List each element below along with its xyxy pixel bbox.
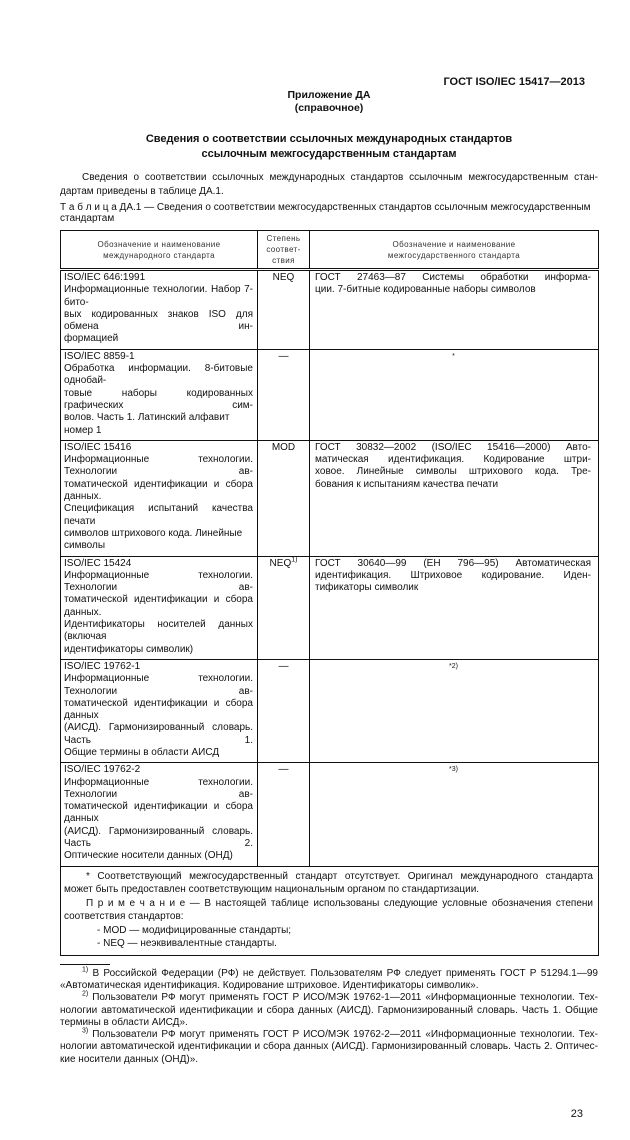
table-da1 — [60, 230, 599, 956]
gost-standard-line: ГОСТ 30640—99 (ЕН 796—95) Автоматическая — [315, 557, 591, 569]
gost-standard-cell — [310, 349, 599, 440]
table-row — [61, 349, 599, 440]
intl-standard-title-line: (АИСД). Гармонизированный словарь. Часть 1. — [64, 722, 253, 746]
intro-paragraph — [60, 171, 598, 199]
caption-line: Т а б л и ц а ДА.1 — Сведения о соответствии межгосударственных стандартов ссылочным межгосударственным — [60, 202, 591, 213]
intl-standard-code: ISO/IEC 8859-1 — [64, 350, 135, 362]
table-note-line: * Соответствующий межгосударственный стандарт отсутствует. Оригинал международного стандарта — [86, 870, 593, 882]
intl-standard-title-line: Идентификаторы носителей данных (включая — [64, 619, 253, 643]
degree-cell — [258, 556, 310, 659]
column-header-line: соответ- — [266, 245, 301, 254]
annex-title: Приложение ДА — [287, 89, 371, 101]
degree-value: — — [278, 764, 289, 776]
degree-value: — — [278, 660, 289, 672]
gost-standard-line: матическая идентификация. Кодирование штри- — [315, 454, 591, 466]
intl-standard-cell — [61, 659, 258, 762]
intl-standard-cell — [61, 349, 258, 440]
table-note-line: может быть предоставлен соответствующим национальным органом по стандартизации. — [64, 884, 480, 896]
column-header-line: Обозначение и наименование — [97, 239, 221, 249]
table-note-line: П р и м е ч а н и е — В настоящей таблице использованы следующие условные обозначения степени — [86, 897, 593, 909]
intl-standard-title-line: Информационные технологии. Технологии ав- — [64, 569, 253, 594]
column-header-line: Степень — [266, 234, 301, 243]
degree-cell — [258, 763, 310, 866]
footnote-text: В Российской Федерации (РФ) не действует. Пользователям РФ следует применять ГОСТ Р 51294.1—99 — [88, 967, 598, 979]
column-header — [258, 231, 310, 270]
gost-standard-cell — [310, 556, 599, 659]
footnote-text: Пользователи РФ могут применять ГОСТ Р ИСО/МЭК 19762-1—2011 «Информационные технологии. Тех- — [88, 992, 598, 1004]
intl-standard-code: ISO/IEC 19762-1 — [64, 660, 141, 672]
intl-standard-title-line: томатической идентификации и сбора данных — [64, 801, 253, 825]
intl-standard-title-line: (АИСД). Гармонизированный словарь. Часть 2. — [64, 825, 253, 850]
table-row — [61, 440, 599, 556]
footnote-mark: 3) — [82, 1027, 89, 1035]
no-equivalent-mark: *3) — [449, 766, 458, 774]
intl-standard-title-line: волов. Часть 1. Латинский алфавит номер 1 — [64, 412, 230, 436]
gost-standard-cell — [310, 270, 599, 350]
page-number: 23 — [570, 1108, 583, 1121]
gost-standard-line: ховое. Линейные символы штрихового кода. Тре- — [315, 466, 591, 478]
column-header-line: межгосударственного стандарта — [387, 250, 521, 260]
intl-standard-code: ISO/IEC 646:1991 — [64, 272, 146, 283]
intl-standard-title-line: Информационные технологии. Набор 7-бито- — [64, 284, 253, 308]
intl-standard-title-line: вых кодированных знаков ISO для обмена ин- — [64, 308, 253, 333]
gost-standard-line: тификаторы символик — [315, 582, 419, 594]
intl-standard-cell — [61, 556, 258, 659]
degree-cell — [258, 659, 310, 762]
intl-standard-title-line: Общие термины в области АИСД — [64, 746, 220, 758]
caption-line: стандартам — [60, 213, 115, 224]
gost-standard-line: бования к испытаниям качества печати — [315, 478, 499, 490]
intl-standard-title-line: товые наборы кодированных графических сим- — [64, 387, 253, 411]
table-header-row — [61, 231, 599, 270]
intl-standard-cell — [61, 440, 258, 556]
table-note-line: - NEQ — неэквивалентные стандарты. — [97, 938, 277, 950]
gost-standard-cell — [310, 659, 599, 762]
degree-cell — [258, 349, 310, 440]
table-notes-row — [61, 866, 599, 955]
footnotes — [60, 964, 598, 1066]
intro-line: Сведения о соответствии ссылочных международных стандартов ссылочным межгосударственным стан- — [82, 172, 598, 183]
column-header — [310, 231, 599, 270]
degree-value: NEQ — [269, 557, 292, 569]
degree-cell — [258, 270, 310, 350]
table-notes — [61, 866, 599, 955]
footnote-line — [60, 1029, 598, 1041]
table-caption — [60, 202, 598, 224]
gost-standard-cell — [310, 440, 599, 556]
intl-standard-title-line: символов штрихового кода. Линейные символы — [64, 527, 243, 552]
column-header-line: ствия — [272, 256, 295, 265]
intl-standard-cell — [61, 270, 258, 350]
column-header-line: международного стандарта — [103, 250, 215, 260]
intro-line: дартам приведены в таблице ДА.1. — [60, 186, 224, 197]
gost-standard-line: идентификация. Штриховое кодирование. Иден- — [315, 569, 591, 581]
no-equivalent-mark: * — [452, 352, 455, 360]
gost-standard-line: ГОСТ 27463—87 Системы обработки информа- — [315, 272, 591, 283]
footnote-mark: 2) — [82, 990, 89, 998]
intl-standard-title-line: формацией — [64, 333, 119, 345]
intl-standard-code: ISO/IEC 15424 — [64, 557, 132, 569]
intl-standard-title-line: томатической идентификации и сбора данных — [64, 697, 253, 722]
gost-standard-line: ГОСТ 30832—2002 (ISO/IEC 15416—2000) Авто- — [315, 441, 591, 453]
table-row — [61, 556, 599, 659]
column-header-line: Обозначение и наименование — [392, 239, 516, 249]
footnote-line — [60, 968, 598, 980]
footnote-line: «Автоматическая идентификация. Кодирование штриховое. Идентификаторы символик». — [60, 979, 479, 991]
intl-standard-code: ISO/IEC 19762-2 — [64, 764, 141, 776]
no-equivalent-mark: *2) — [449, 662, 458, 670]
intl-standard-title-line: идентификаторы символик) — [64, 643, 194, 655]
intl-standard-title-line: Информационные технологии. Технологии ав- — [64, 454, 253, 478]
intl-standard-title-line: Спецификация испытаний качества печати — [64, 503, 253, 527]
table-row — [61, 659, 599, 762]
gost-standard-cell — [310, 763, 599, 866]
intl-standard-title-line: Информационные технологии. Технологии ав- — [64, 776, 253, 800]
column-header — [61, 231, 258, 270]
intl-standard-title-line: Оптические носители данных (ОНД) — [64, 850, 233, 862]
degree-cell — [258, 440, 310, 556]
degree-value: MOD — [271, 441, 296, 453]
footnote-line: термины в области АИСД». — [60, 1016, 188, 1028]
table-note-line: соответствия стандартов: — [64, 911, 184, 923]
annex-subtitle: (справочное) — [294, 102, 364, 114]
intl-standard-cell — [61, 763, 258, 866]
table-row — [61, 270, 599, 350]
intl-standard-code: ISO/IEC 15416 — [64, 441, 132, 453]
gost-standard-line: ции. 7-битные кодированные наборы символов — [315, 284, 536, 296]
footnote-ref: 1) — [291, 556, 298, 564]
intl-standard-title-line: Информационные технологии. Технологии ав- — [64, 673, 253, 697]
table-note-line: - MOD — модифицированные стандарты; — [97, 924, 292, 936]
footnote-line: кие носители данных (ОНД)». — [60, 1053, 199, 1065]
table-row — [61, 763, 599, 866]
section-heading — [60, 132, 598, 162]
section-heading-line: ссылочным межгосударственным стандартам — [201, 148, 457, 160]
footnote-text: Пользователи РФ могут применять ГОСТ Р ИСО/МЭК 19762-2—2011 «Информационные технологии. Тех- — [88, 1029, 598, 1041]
degree-value: — — [278, 350, 289, 362]
footnote-line — [60, 992, 598, 1004]
footnote-line: нологии автоматической идентификации и сбора данных (АИСД). Гармонизированный словарь. Часть 1. Общие — [60, 1004, 598, 1016]
intl-standard-title-line: томатической идентификации и сбора данных. — [64, 594, 253, 618]
footnote-line: нологии автоматической идентификации и сбора данных (АИСД). Гармонизированный словарь. Часть 2. Оптичес- — [60, 1041, 598, 1053]
intl-standard-title-line: Обработка информации. 8-битовые однобай- — [64, 363, 253, 387]
footnote-rule — [60, 964, 110, 965]
intl-standard-title-line: томатической идентификации и сбора данных. — [64, 478, 253, 503]
footnote-mark: 1) — [82, 966, 89, 974]
degree-value: NEQ — [272, 272, 295, 283]
document-id: ГОСТ ISO/IEC 15417—2013 — [443, 76, 585, 88]
section-heading-line: Сведения о соответствии ссылочных международных стандартов — [145, 133, 513, 145]
